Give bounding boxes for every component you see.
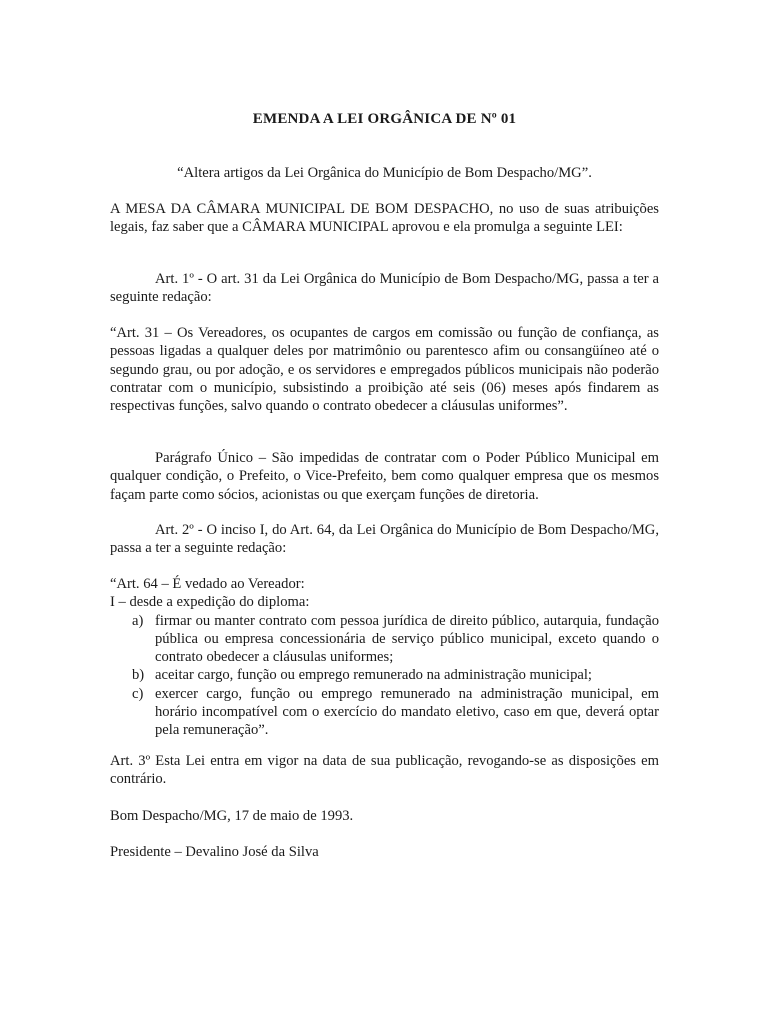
article-64-item-list	[110, 612, 659, 740]
list-item	[110, 685, 659, 740]
document-title: EMENDA A LEI ORGÂNICA DE Nº 01	[252, 111, 517, 127]
list-item-marker: c)	[132, 685, 144, 702]
article-3-paragraph: Art. 3º Esta Lei entra em vigor na data de sua publicação, revogando-se as disposições em contrário.	[110, 753, 659, 788]
article-2-paragraph: Art. 2º - O inciso I, do Art. 64, da Lei Orgânica do Município de Bom Despacho/MG, passa a ter a seguinte redação:	[110, 522, 659, 557]
article-64-block	[110, 575, 659, 740]
list-item-text: exercer cargo, função ou emprego remunerado na administração municipal, em horário incompatível com o exercício do mandato eletivo, caso em que, deverá optar pela remuneração”.	[155, 685, 659, 739]
preamble-paragraph: A MESA DA CÂMARA MUNICIPAL DE BOM DESPACHO, no uso de suas atribuições legais, faz saber que a CÂMARA MUNICIPAL aprovou e ela promulga a seguinte LEI:	[110, 201, 659, 236]
article-64-heading: “Art. 64 – É vedado ao Vereador:	[110, 576, 305, 592]
paragrafo-unico-paragraph: Parágrafo Único – São impedidas de contratar com o Poder Público Municipal em qualquer condição, o Prefeito, o Vice-Prefeito, bem como qualquer empresa que os mesmos façam parte como sócios, acionistas ou que exerçam funções de diretoria.	[110, 450, 659, 503]
list-item	[110, 612, 659, 667]
document-subtitle: “Altera artigos da Lei Orgânica do Município de Bom Despacho/MG”.	[177, 165, 592, 181]
list-item-text: aceitar cargo, função ou emprego remunerado na administração municipal;	[155, 667, 592, 684]
article-31-paragraph: “Art. 31 – Os Vereadores, os ocupantes de cargos em comissão ou função de confiança, as pessoas ligadas a qualquer deles por matrimônio ou parentesco afim ou consangüíneo até o segundo grau, ou por adoção, e os servidores e empregados públicos municipais não poderão contratar com o município, subsistindo a proibição até seis (06) meses após findarem as respectivas funções, salvo quando o contrato obedecer a cláusulas uniformes”.	[110, 325, 659, 415]
president-signature-line: Presidente – Devalino José da Silva	[110, 844, 319, 860]
place-and-date: Bom Despacho/MG, 17 de maio de 1993.	[110, 808, 354, 824]
list-item-marker: b)	[132, 667, 145, 684]
list-item	[110, 666, 659, 684]
article-64-inciso: I – desde a expedição do diploma:	[110, 594, 310, 611]
article-1-paragraph: Art. 1º - O art. 31 da Lei Orgânica do Município de Bom Despacho/MG, passa a ter a seguinte redação:	[110, 271, 659, 306]
list-item-text: firmar ou manter contrato com pessoa jurídica de direito público, autarquia, fundação pública ou empresa concessionária de serviço público municipal, exceto quando o contrato obedecer a cláusulas uniformes;	[155, 612, 659, 666]
list-item-marker: a)	[132, 612, 144, 629]
